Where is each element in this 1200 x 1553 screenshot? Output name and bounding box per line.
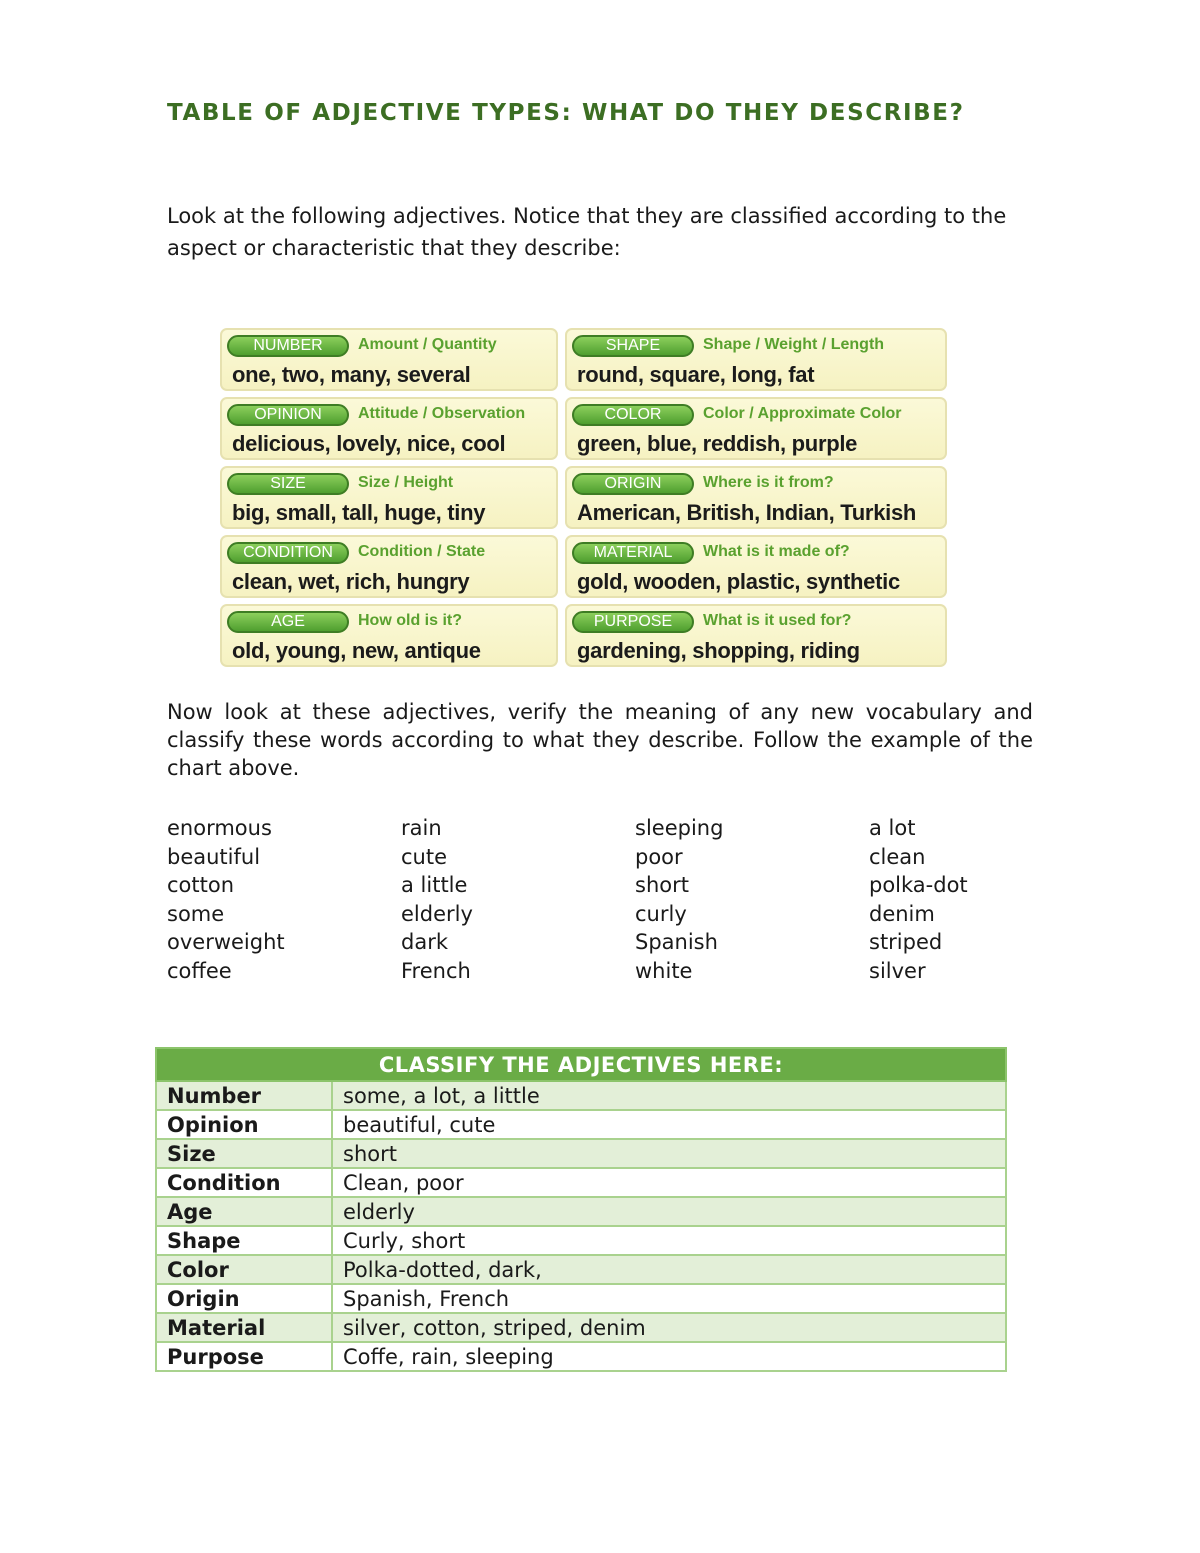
chart-examples: delicious, lovely, nice, cool [232,431,506,456]
word: clean [869,844,926,869]
word: some [167,901,225,926]
chart-examples: American, British, Indian, Turkish [577,500,917,525]
answer-cell[interactable]: short [332,1139,1006,1168]
category-cell: Age [156,1197,332,1226]
table-row [156,1110,1006,1139]
answer-cell[interactable]: elderly [332,1197,1006,1226]
category-cell: Number [156,1081,332,1110]
chart-desc: Amount / Quantity [358,336,497,353]
word: rain [401,816,442,840]
word: silver [869,958,926,983]
chart-card-number [220,328,558,391]
chart-card-shape [565,328,947,391]
chart-tag: PURPOSE [572,611,694,633]
word-column [401,814,635,986]
category-cell: Color [156,1255,332,1284]
word-column [635,814,869,986]
word: sleeping [635,816,724,840]
word: Spanish [635,930,718,955]
intro-paragraph: Look at the following adjectives. Notice that they are classified according to the aspect or characteristic that they describe: [167,204,1007,260]
chart-card-purpose [565,604,947,667]
word: enormous [167,816,272,840]
chart-tag: SHAPE [572,335,694,357]
chart-desc: What is it made of? [703,543,850,560]
table-row [156,1284,1006,1313]
answer-cell[interactable]: Polka-dotted, dark, [332,1255,1006,1284]
category-cell: Origin [156,1284,332,1313]
chart-desc: Size / Height [358,474,454,491]
table-row [156,1255,1006,1284]
adjective-types-chart [220,328,950,672]
answer-cell[interactable]: some, a lot, a little [332,1081,1006,1110]
word: striped [869,930,943,955]
category-cell: Material [156,1313,332,1342]
answer-cell[interactable]: Coffe, rain, sleeping [332,1342,1006,1371]
word-column [167,814,401,986]
classify-table [155,1047,1007,1372]
chart-tag: SIZE [227,473,349,495]
chart-tag: OPINION [227,404,349,426]
word-column [869,814,1103,986]
chart-desc: Color / Approximate Color [703,405,902,422]
word: elderly [401,901,473,926]
answer-cell[interactable]: Spanish, French [332,1284,1006,1313]
word: cotton [167,873,235,898]
chart-tag: AGE [227,611,349,633]
chart-examples: clean, wet, rich, hungry [232,569,470,594]
word: a little [401,873,468,898]
table-row [156,1197,1006,1226]
word-list [167,814,1103,986]
chart-examples: round, square, long, fat [577,362,815,387]
word: polka-dot [869,873,968,898]
chart-examples: old, young, new, antique [232,638,481,663]
word: coffee [167,958,232,983]
chart-examples: gardening, shopping, riding [577,638,860,663]
word: French [401,958,471,983]
table-row [156,1081,1006,1110]
word: white [635,958,693,983]
answer-cell[interactable]: silver, cotton, striped, denim [332,1313,1006,1342]
word: poor [635,844,683,869]
table-row [156,1342,1006,1371]
chart-card-opinion [220,397,558,460]
chart-desc: Where is it from? [703,474,834,491]
word: a lot [869,816,916,840]
chart-tag: NUMBER [227,335,349,357]
word: overweight [167,930,285,955]
answer-cell[interactable]: Clean, poor [332,1168,1006,1197]
answer-cell[interactable]: beautiful, cute [332,1110,1006,1139]
chart-desc: Shape / Weight / Length [703,336,885,353]
table-row [156,1226,1006,1255]
word: denim [869,901,935,926]
word: dark [401,930,448,955]
category-cell: Size [156,1139,332,1168]
chart-desc: What is it used for? [703,612,852,629]
page-title: TABLE OF ADJECTIVE TYPES: WHAT DO THEY DESCRIBE? [167,100,965,126]
chart-tag: MATERIAL [572,542,694,564]
table-row [156,1168,1006,1197]
chart-card-color [565,397,947,460]
category-cell: Condition [156,1168,332,1197]
chart-desc: Attitude / Observation [358,405,526,422]
chart-tag: COLOR [572,404,694,426]
category-cell: Shape [156,1226,332,1255]
category-cell: Opinion [156,1110,332,1139]
category-cell: Purpose [156,1342,332,1371]
chart-examples: gold, wooden, plastic, synthetic [577,569,900,594]
chart-card-condition [220,535,558,598]
chart-desc: Condition / State [358,543,486,560]
chart-examples: green, blue, reddish, purple [577,431,858,456]
chart-examples: one, two, many, several [232,362,471,387]
chart-examples: big, small, tall, huge, tiny [232,500,486,525]
chart-tag: CONDITION [227,542,349,564]
chart-card-age [220,604,558,667]
chart-card-size [220,466,558,529]
chart-card-origin [565,466,947,529]
word: short [635,873,689,898]
classify-table-header: CLASSIFY THE ADJECTIVES HERE: [156,1048,1006,1081]
table-row [156,1313,1006,1342]
chart-desc: How old is it? [358,612,462,629]
table-row [156,1139,1006,1168]
word: beautiful [167,844,261,869]
chart-card-material [565,535,947,598]
chart-tag: ORIGIN [572,473,694,495]
instructions-paragraph: Now look at these adjectives, verify the meaning of any new vocabulary and classify these words according to what they describe. Follow the example of the chart above. [167,700,1033,780]
answer-cell[interactable]: Curly, short [332,1226,1006,1255]
word: cute [401,844,448,869]
word: curly [635,901,687,926]
